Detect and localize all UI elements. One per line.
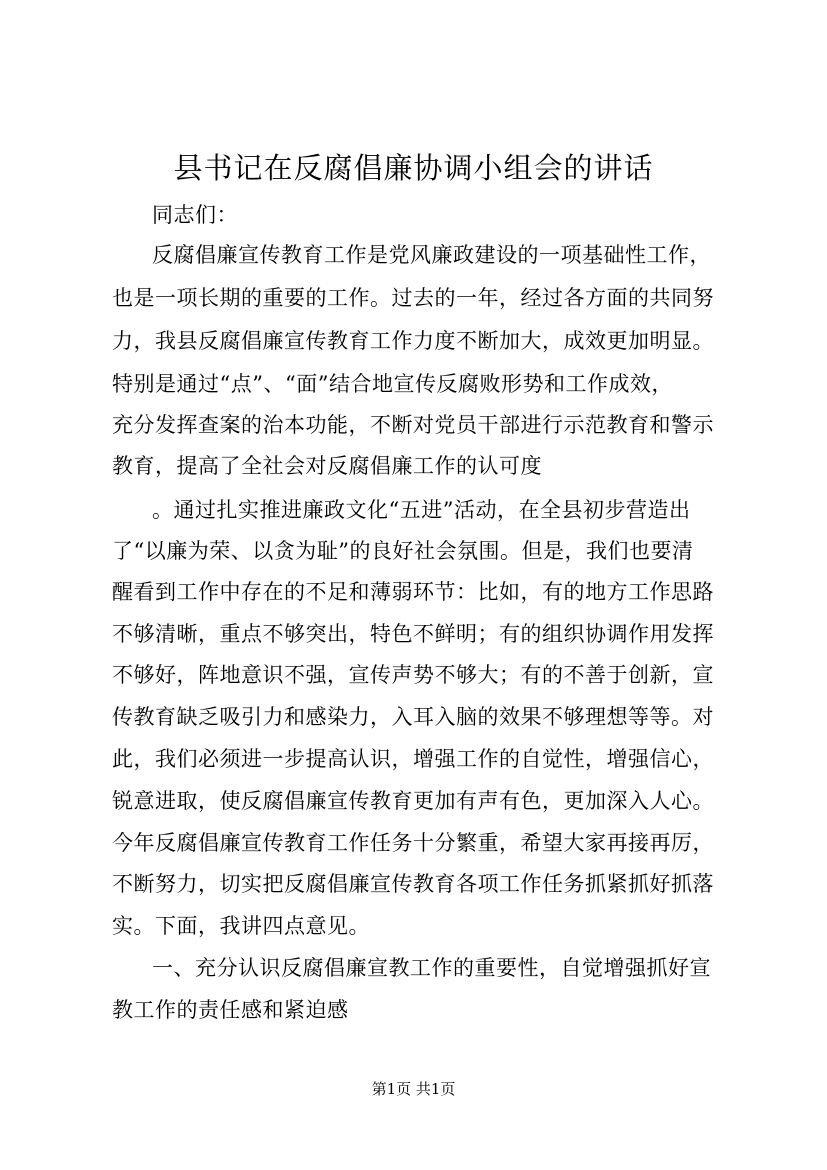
paragraph-line: 醒看到工作中存在的不足和薄弱环节：比如，有的地方工作思路 bbox=[112, 580, 714, 604]
paragraph-line: 特别是通过“点”、“面”结合地宣传反腐败形势和工作成效， bbox=[112, 372, 673, 396]
paragraph-line: 不断努力，切实把反腐倡廉宣传教育各项工作任务抓紧抓好抓落 bbox=[112, 872, 714, 896]
paragraph-line: 一、充分认识反腐倡廉宣教工作的重要性，自觉增强抓好宣 bbox=[152, 956, 711, 980]
paragraph-line: 教工作的责任感和紧迫感 bbox=[112, 998, 349, 1022]
paragraph-line: 了“以廉为荣、以贪为耻”的良好社会氛围。但是，我们也要清 bbox=[112, 539, 694, 563]
paragraph-line: 力，我县反腐倡廉宣传教育工作力度不断加大，成效更加明显。 bbox=[112, 329, 714, 353]
salutation: 同志们： bbox=[152, 203, 238, 227]
paragraph-line: 。通过扎实推进廉政文化“五进”活动，在全县初步营造出 bbox=[152, 498, 691, 522]
paragraph-line: 今年反腐倡廉宣传教育工作任务十分繁重，希望大家再接再厉， bbox=[112, 831, 714, 855]
paragraph-line: 不够好，阵地意识不强，宣传声势不够大；有的不善于创新，宣 bbox=[112, 663, 714, 687]
page-number-footer: 第1页 共1页 bbox=[371, 1080, 456, 1098]
paragraph-line: 此，我们必须进一步提高认识，增强工作的自觉性，增强信心， bbox=[112, 747, 714, 771]
paragraph-line: 不够清晰，重点不够突出，特色不鲜明；有的组织协调作用发挥 bbox=[112, 622, 714, 646]
paragraph-line: 充分发挥查案的治本功能，不断对党员干部进行示范教育和警示 bbox=[112, 413, 714, 437]
paragraph-line: 教育，提高了全社会对反腐倡廉工作的认可度 bbox=[112, 454, 542, 478]
paragraph-line: 也是一项长期的重要的工作。过去的一年，经过各方面的共同努 bbox=[112, 286, 714, 310]
paragraph-line: 反腐倡廉宣传教育工作是党风廉政建设的一项基础性工作， bbox=[152, 243, 711, 267]
paragraph-line: 锐意进取，使反腐倡廉宣传教育更加有声有色，更加深入人心。 bbox=[112, 789, 714, 813]
document-title: 县书记在反腐倡廉协调小组会的讲话 bbox=[173, 151, 654, 185]
paragraph-line: 实。下面，我讲四点意见。 bbox=[112, 914, 370, 938]
paragraph-line: 传教育缺乏吸引力和感染力，入耳入脑的效果不够理想等等。对 bbox=[112, 705, 714, 729]
